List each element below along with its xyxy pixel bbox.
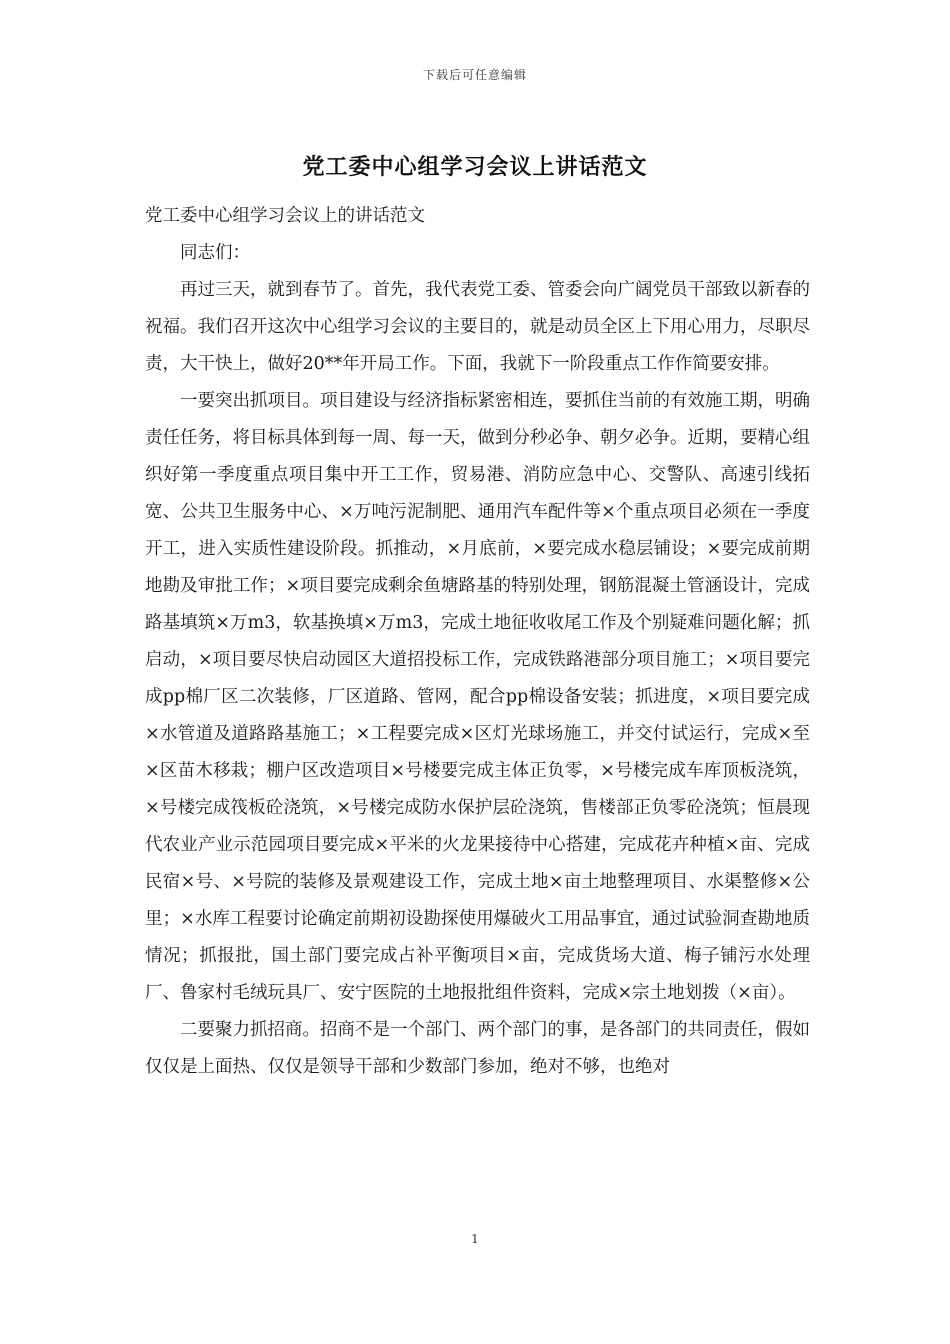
document-body xyxy=(145,198,810,1086)
page-number: 1 xyxy=(471,1232,479,1246)
document-title: 党工委中心组学习会议上讲话范文 xyxy=(302,154,648,180)
paragraph-projects: 一要突出抓项目。项目建设与经济指标紧密相连，要抓住当前的有效施工期，明确责任任务，将目标具体到每一周、每一天，做到分秒必争、朝夕必争。近期，要精心组织好第一季度重点项目集中开工工作，贸易港、消防应急中心、交警队、高速引线拓宽、公共卫生服务中心、×万吨污泥制肥、通用汽车配件等×个重点项目必须在一季度开工，进入实质性建设阶段。抓推动，×月底前，×要完成水稳层铺设；×要完成前期地勘及审批工作；×项目要完成剩余鱼塘路基的特别处理，钢筋混凝土管涵设计，完成路基填筑×万m3，软基换填×万m3，完成土地征收收尾工作及个别疑难问题化解；抓启动，×项目要尽快启动园区大道招投标工作，完成铁路港部分项目施工；×项目要完成pp棉厂区二次装修，厂区道路、管网，配合pp棉设备安装；抓进度，×项目要完成×水管道及道路路基施工；×工程要完成×区灯光球场施工，并交付试运行，完成×至×区苗木移栽；棚户区改造项目×号楼要完成主体正负零，×号楼完成车库顶板浇筑，×号楼完成筏板砼浇筑，×号楼完成防水保护层砼浇筑，售楼部正负零砼浇筑；恒晨现代农业产业示范园项目要完成×平米的火龙果接待中心搭建，完成花卉种植×亩、完成民宿×号、×号院的装修及景观建设工作，完成土地×亩土地整理项目、水渠整修×公里；×水库工程要讨论确定前期初设勘探使用爆破火工用品事宜，通过试验洞查勘地质情况；抓报批，国土部门要完成占补平衡项目×亩，完成货场大道、梅子铺污水处理厂、鲁家村毛绒玩具厂、安宁医院的土地报批组件资料，完成×宗土地划拨（×亩）。 xyxy=(145,391,810,1003)
document-subtitle: 党工委中心组学习会议上的讲话范文 xyxy=(145,206,425,226)
paragraph-investment: 二要聚力抓招商。招商不是一个部门、两个部门的事，是各部门的共同责任，假如仅仅是上面热、仅仅是领导干部和少数部门参加，绝对不够，也绝对 xyxy=(145,1020,810,1077)
page-header: 下载后可任意编辑 xyxy=(422,68,527,82)
greeting-line: 同志们： xyxy=(180,243,250,263)
paragraph-intro: 再过三天，就到春节了。首先，我代表党工委、管委会向广阔党员干部致以新春的祝福。我们召开这次中心组学习会议的主要目的，就是动员全区上下用心用力，尽职尽责，大干快上，做好20**年开局工作。下面，我就下一阶段重点工作作简要安排。 xyxy=(145,280,810,374)
